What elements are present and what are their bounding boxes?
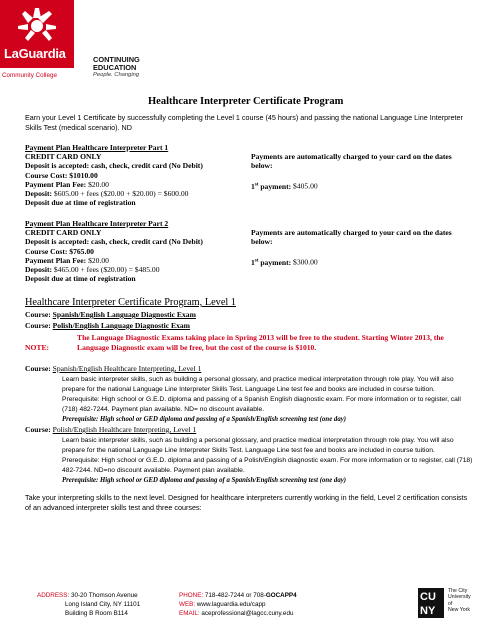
- plan1-deposit-value: $605.00 + fees ($20.00 + $20.00) = $600.00: [53, 189, 189, 198]
- exam2-course-prefix: Course:: [25, 321, 51, 330]
- footer-contact: [179, 591, 297, 618]
- course2-prefix: Course:: [25, 425, 51, 434]
- plan1-fee-label: Payment Plan Fee:: [25, 180, 87, 189]
- phone-bold: GOCAPP4: [265, 592, 297, 599]
- plan2-deposit: [25, 265, 160, 274]
- plan2-fee-value: $20.00: [88, 256, 109, 265]
- note-label: NOTE:: [25, 343, 50, 352]
- plan2-right-note: Payments are automatically charged to your card on the dates below:: [251, 228, 452, 247]
- address-label: ADDRESS:: [37, 592, 70, 599]
- plan1-payment-num: 1: [251, 181, 255, 191]
- closing-paragraph: Take your interpreting skills to the next level. Designed for healthcare interpreters currently working in the field, Level 2 certification consists of an advanced interpreter skills test and three courses:: [25, 493, 468, 513]
- email-label: EMAIL:: [179, 610, 200, 617]
- course2-description: [62, 436, 474, 486]
- course2-desc-text: Learn basic interpreter skills, such as building a personal glossary, and practice medical interpretation through role play. You will also prepare for the national Language Line Interpreter Skills Test. Language Line test fee and books are included in course tuition. Prerequisite: High school or G.E.D. diploma and passing of a Polish/English diagnostic exam. For more information or to register, call (718) 482-7244. ND=no discount available. Payment plan available.: [62, 437, 473, 474]
- course1-title: Spanish/English Healthcare Interpreting, Level 1: [52, 364, 202, 373]
- plan1-fee: [25, 180, 109, 189]
- plan1-deposit: [25, 189, 188, 198]
- address-line3: Building B Room B114: [65, 610, 128, 617]
- plan2-credit: CREDIT CARD ONLY: [25, 228, 102, 237]
- plan1-heading: Payment Plan Healthcare Interpreter Part 1: [25, 143, 169, 152]
- star-icon: [14, 4, 60, 44]
- plan1-payment-sup: st: [254, 182, 259, 187]
- exam1-title: Spanish/English Language Diagnostic Exam: [52, 310, 196, 319]
- plan1-credit: CREDIT CARD ONLY: [25, 152, 102, 161]
- plan2-payment-sup: st: [254, 258, 259, 263]
- logo-text: LaGuardia: [4, 46, 66, 61]
- web-link[interactable]: www.laguardia.edu/capp: [196, 601, 266, 608]
- plan1-payment-label: payment:: [260, 181, 292, 191]
- cuny-mark-icon: [418, 588, 444, 618]
- plan1-payment-value: $405.00: [293, 181, 318, 191]
- cuny-logo: [418, 588, 444, 618]
- plan1-payment: [251, 180, 318, 191]
- course1-prereq: Prerequisite: High school or GED diploma and passing of a Spanish/English screening test (one day): [62, 415, 346, 423]
- plan1-right-note: Payments are automatically charged to your card on the dates below:: [251, 152, 452, 171]
- plan2-deposit-accepted: Deposit is accepted: cash, check, credit card (No Debit): [25, 237, 203, 246]
- cuny-text: [448, 588, 471, 613]
- plan2-deposit-value: $465.00 + fees ($20.00) = $485.00: [53, 265, 160, 274]
- cuny-line1: The City: [448, 588, 468, 594]
- note-line1: The Language Diagnostic Exams taking place in Spring 2013 will be free to the student. Starting Winter 2013, the: [77, 333, 444, 342]
- laguardia-logo: [0, 0, 86, 86]
- plan1-course-cost: Course Cost: $1010.00: [25, 171, 98, 180]
- plan2-payment: [251, 256, 318, 267]
- exam1-row: [25, 310, 196, 319]
- course1-row: [25, 364, 201, 373]
- cuny-line2: University: [448, 594, 471, 601]
- exam1-course-prefix: Course:: [25, 310, 51, 319]
- email-link[interactable]: aceprofessional@lagcc.cuny.edu: [201, 610, 294, 617]
- tagline: People. Changing: [93, 72, 140, 78]
- plan2-payment-value: $300.00: [293, 257, 318, 267]
- level1-heading: Healthcare Interpreter Certificate Program, Level 1: [25, 297, 236, 308]
- plan1-fee-value: $20.00: [88, 180, 109, 189]
- exam2-row: [25, 321, 190, 330]
- footer-address: [37, 591, 140, 618]
- plan1-deposit-label: Deposit:: [25, 189, 52, 198]
- plan1-due: Deposit due at time of registration: [25, 198, 136, 207]
- ce-line2: EDUCATION: [93, 63, 137, 72]
- cuny-line3: of: [448, 600, 453, 607]
- plan2-heading: Payment Plan Healthcare Interpreter Part 2: [25, 219, 169, 228]
- course2-prereq: Prerequisite: High school or GED diploma and passing of a Spanish/English screening test (one day): [62, 476, 346, 484]
- page-title: Healthcare Interpreter Certificate Program: [148, 96, 344, 107]
- phone-label: PHONE:: [179, 592, 204, 599]
- plan2-deposit-label: Deposit:: [25, 265, 52, 274]
- web-label: WEB:: [179, 601, 196, 608]
- intro-paragraph: Earn your Level 1 Certificate by successfully completing the Level 1 course (45 hours) and passing the national Language Line Interpreter Skills Test (medical scenario). ND: [25, 113, 463, 133]
- course1-description: [62, 375, 474, 425]
- note-line2: Language Diagnostic exam will be free, but the cost of the course is $1010.: [77, 343, 317, 352]
- plan2-due: Deposit due at time of registration: [25, 274, 136, 283]
- plan2-fee-label: Payment Plan Fee:: [25, 256, 87, 265]
- community-college-label: Community College: [2, 72, 57, 79]
- address-line2: Long Island City, NY 11101: [65, 601, 141, 608]
- course2-row: [25, 425, 196, 434]
- plan2-fee: [25, 256, 109, 265]
- plan2-course-cost: Course Cost: $765.00: [25, 247, 94, 256]
- cuny-letters-top: CU: [420, 591, 436, 603]
- plan2-payment-num: 1: [251, 257, 255, 267]
- cuny-line4: New York: [448, 606, 470, 613]
- ce-line1: CONTINUING: [93, 55, 140, 64]
- address-line1: 30-20 Thomson Avenue: [70, 592, 138, 599]
- exam2-title: Polish/English Language Diagnostic Exam: [52, 321, 190, 330]
- plan1-deposit-accepted: Deposit is accepted: cash, check, credit card (No Debit): [25, 161, 203, 170]
- course1-desc-text: Learn basic interpreter skills, such as building a personal glossary, and practice medical interpretation through role play. You will also prepare for the national Language Line Interpreter Skills Test. Language Line test fee and books are included in course tuition. Prerequisite: High school or G.E.D. diploma and passing of a Spanish English diagnostic exam. For more information or to register, call (718) 482-7244. Payment plan available. ND= no discount available.: [62, 376, 461, 413]
- course1-prefix: Course:: [25, 364, 51, 373]
- plan2-payment-label: payment:: [260, 257, 292, 267]
- course2-title: Polish/English Healthcare Interpreting, Level 1: [52, 425, 197, 434]
- cuny-letters-bottom: NY: [420, 605, 436, 617]
- phone-value: 718-482-7244 or 708-: [204, 592, 266, 599]
